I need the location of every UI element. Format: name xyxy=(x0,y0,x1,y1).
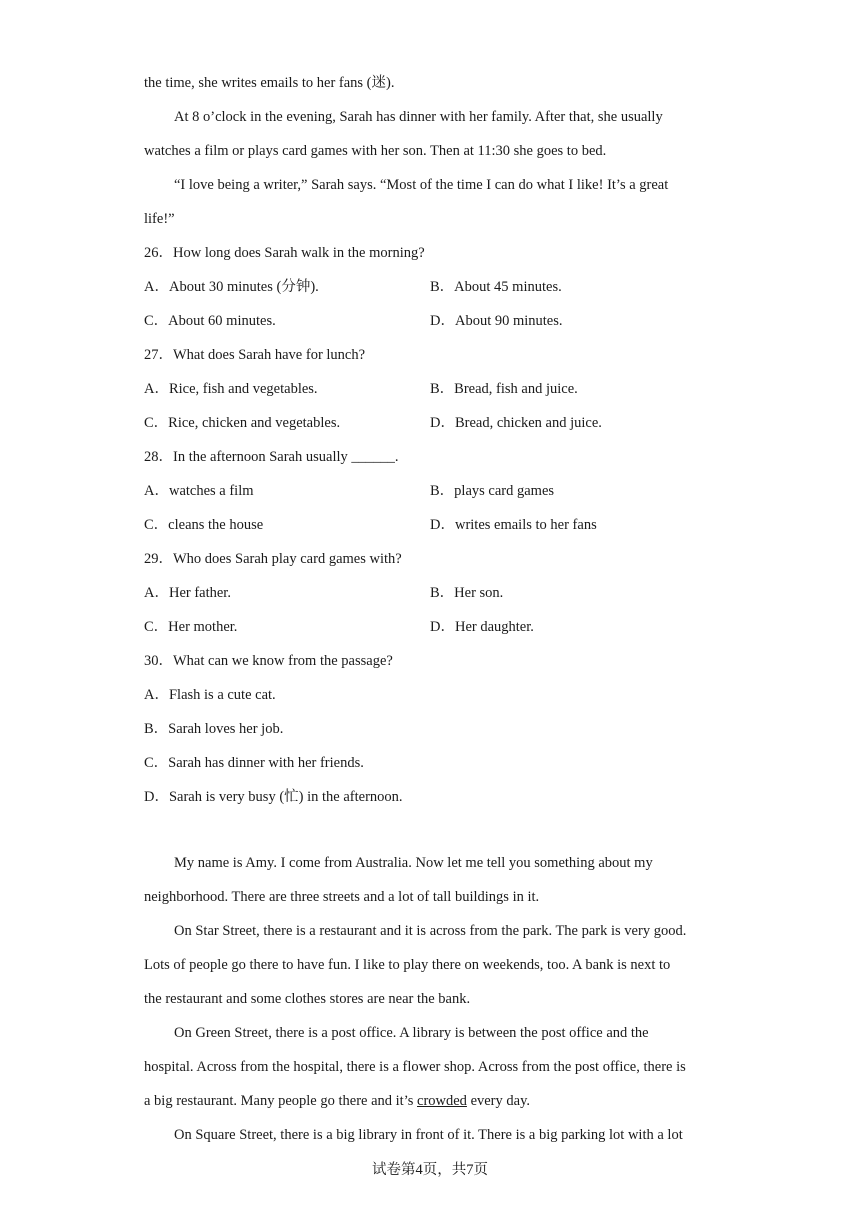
option-d: D．Bread, chicken and juice. xyxy=(430,415,602,431)
option-b: B．About 45 minutes. xyxy=(430,279,562,295)
question-26-options-row-2 xyxy=(144,304,716,338)
option-b: B．Her son. xyxy=(430,585,504,601)
passage-line: On Square Street, there is a big library in front of it. There is a big parking lot with a lot xyxy=(174,1127,683,1143)
option-a: A．Rice, fish and vegetables. xyxy=(144,381,318,397)
passage-line: hospital. Across from the hospital, there is a flower shop. Across from the post office, there is xyxy=(144,1059,686,1075)
passage-line: the time, she writes emails to her fans (迷). xyxy=(144,75,395,91)
passage-line: neighborhood. There are three streets and a lot of tall buildings in it. xyxy=(144,889,540,905)
option-d: D．About 90 minutes. xyxy=(430,313,563,329)
passage-line: the restaurant and some clothes stores are near the bank. xyxy=(144,991,471,1007)
option-d: D．Her daughter. xyxy=(430,619,534,635)
page-content xyxy=(144,66,716,1152)
option-b: B．plays card games xyxy=(430,483,555,499)
option-c: C．Sarah has dinner with her friends. xyxy=(144,755,364,771)
section-spacer xyxy=(144,814,716,846)
question-28-options-row-1 xyxy=(144,474,716,508)
option-a: A．About 30 minutes (分钟). xyxy=(144,279,319,295)
option-b: B．Bread, fish and juice. xyxy=(430,381,578,397)
passage-line: At 8 o’clock in the evening, Sarah has dinner with her family. After that, she usually xyxy=(174,109,663,125)
passage-line: “I love being a writer,” Sarah says. “Most of the time I can do what I like! It’s a great xyxy=(174,177,669,193)
option-d: D．Sarah is very busy (忙) in the afternoon. xyxy=(144,789,403,805)
passage-line xyxy=(144,1084,716,1118)
question-27-options-row-2 xyxy=(144,406,716,440)
passage-line: Lots of people go there to have fun. I like to play there on weekends, too. A bank is next to xyxy=(144,957,671,973)
option-a: A．watches a film xyxy=(144,483,254,499)
option-c: C．cleans the house xyxy=(144,517,264,533)
page-footer: 试卷第4页，共7页 xyxy=(372,1162,488,1178)
underlined-word: crowded xyxy=(417,1093,467,1109)
question-26-options-row-1 xyxy=(144,270,716,304)
option-a: A．Her father. xyxy=(144,585,231,601)
question-26-stem: 26．How long does Sarah walk in the morning? xyxy=(144,245,425,261)
question-30-stem: 30．What can we know from the passage? xyxy=(144,653,393,669)
question-28-stem: 28．In the afternoon Sarah usually ______. xyxy=(144,449,399,465)
option-c: C．Rice, chicken and vegetables. xyxy=(144,415,341,431)
passage-line: On Star Street, there is a restaurant and it is across from the park. The park is very good. xyxy=(174,923,687,939)
option-b: B．Sarah loves her job. xyxy=(144,721,284,737)
question-29-options-row-1 xyxy=(144,576,716,610)
question-28-options-row-2 xyxy=(144,508,716,542)
question-29-stem: 29．Who does Sarah play card games with? xyxy=(144,551,402,567)
option-a: A．Flash is a cute cat. xyxy=(144,687,276,703)
question-27-options-row-1 xyxy=(144,372,716,406)
passage-line: life!” xyxy=(144,211,175,227)
question-27-stem: 27．What does Sarah have for lunch? xyxy=(144,347,366,363)
text-run: a big restaurant. Many people go there and it’s xyxy=(144,1093,418,1109)
text-run: every day. xyxy=(466,1093,531,1109)
passage-line: watches a film or plays card games with her son. Then at 11:30 she goes to bed. xyxy=(144,143,607,159)
passage-line: My name is Amy. I come from Australia. Now let me tell you something about my xyxy=(174,855,653,871)
passage-line: On Green Street, there is a post office. A library is between the post office and the xyxy=(174,1025,649,1041)
question-29-options-row-2 xyxy=(144,610,716,644)
option-c: C．Her mother. xyxy=(144,619,238,635)
option-d: D．writes emails to her fans xyxy=(430,517,597,533)
option-c: C．About 60 minutes. xyxy=(144,313,276,329)
